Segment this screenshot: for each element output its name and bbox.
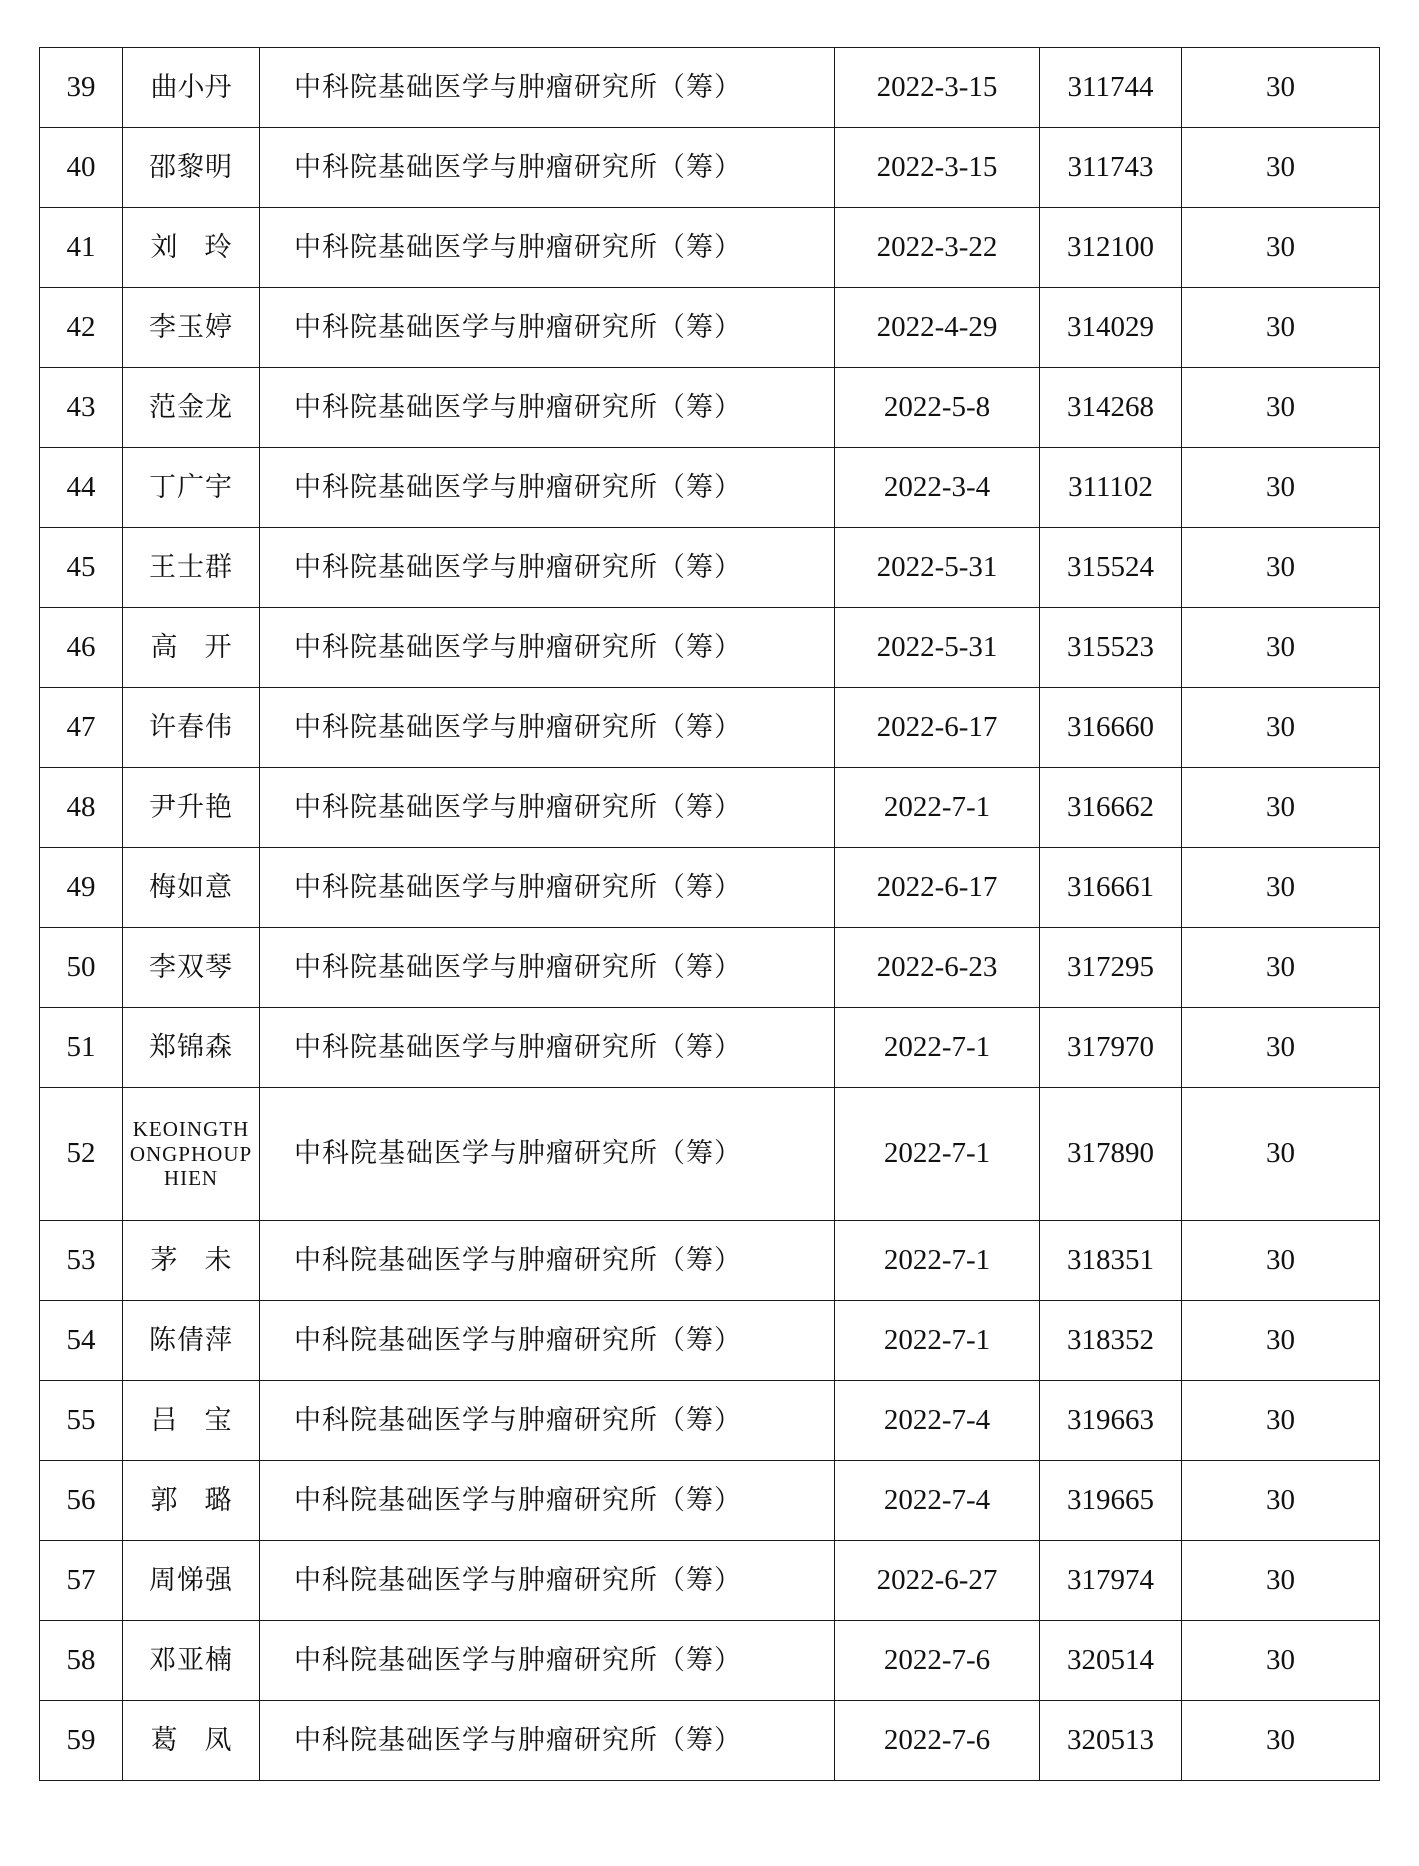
cell-amount: 30 xyxy=(1182,1461,1380,1541)
cell-date: 2022-7-1 xyxy=(835,1088,1040,1221)
document-page xyxy=(39,47,1379,1781)
cell-name: 周悌强 xyxy=(123,1541,260,1621)
table-row xyxy=(40,1461,1380,1541)
cell-number: 46 xyxy=(40,608,123,688)
cell-date: 2022-5-31 xyxy=(835,528,1040,608)
cell-institution: 中科院基础医学与肿瘤研究所（筹） xyxy=(260,1621,835,1701)
table-row xyxy=(40,528,1380,608)
table-row xyxy=(40,688,1380,768)
cell-amount: 30 xyxy=(1182,1701,1380,1781)
cell-amount: 30 xyxy=(1182,1381,1380,1461)
cell-amount: 30 xyxy=(1182,528,1380,608)
cell-amount: 30 xyxy=(1182,1088,1380,1221)
cell-name: 郭 璐 xyxy=(123,1461,260,1541)
cell-amount: 30 xyxy=(1182,848,1380,928)
cell-date: 2022-7-4 xyxy=(835,1381,1040,1461)
cell-code: 320514 xyxy=(1040,1621,1182,1701)
cell-number: 41 xyxy=(40,208,123,288)
cell-date: 2022-5-31 xyxy=(835,608,1040,688)
table-row xyxy=(40,1221,1380,1301)
cell-date: 2022-3-22 xyxy=(835,208,1040,288)
cell-date: 2022-3-15 xyxy=(835,48,1040,128)
table-row xyxy=(40,48,1380,128)
cell-number: 57 xyxy=(40,1541,123,1621)
cell-date: 2022-7-6 xyxy=(835,1701,1040,1781)
cell-institution: 中科院基础医学与肿瘤研究所（筹） xyxy=(260,128,835,208)
cell-name: KEOINGTHONGPHOUPHIEN xyxy=(123,1088,260,1221)
cell-code: 315523 xyxy=(1040,608,1182,688)
cell-date: 2022-6-17 xyxy=(835,848,1040,928)
cell-number: 58 xyxy=(40,1621,123,1701)
cell-amount: 30 xyxy=(1182,1008,1380,1088)
table-row xyxy=(40,608,1380,688)
cell-institution: 中科院基础医学与肿瘤研究所（筹） xyxy=(260,1008,835,1088)
cell-institution: 中科院基础医学与肿瘤研究所（筹） xyxy=(260,1301,835,1381)
cell-name: 许春伟 xyxy=(123,688,260,768)
table-row xyxy=(40,928,1380,1008)
cell-number: 53 xyxy=(40,1221,123,1301)
cell-code: 311743 xyxy=(1040,128,1182,208)
cell-institution: 中科院基础医学与肿瘤研究所（筹） xyxy=(260,48,835,128)
cell-institution: 中科院基础医学与肿瘤研究所（筹） xyxy=(260,368,835,448)
cell-institution: 中科院基础医学与肿瘤研究所（筹） xyxy=(260,1701,835,1781)
cell-code: 311102 xyxy=(1040,448,1182,528)
cell-name: 邵黎明 xyxy=(123,128,260,208)
cell-name: 梅如意 xyxy=(123,848,260,928)
cell-number: 45 xyxy=(40,528,123,608)
cell-date: 2022-7-1 xyxy=(835,768,1040,848)
table-row xyxy=(40,768,1380,848)
cell-amount: 30 xyxy=(1182,1221,1380,1301)
cell-institution: 中科院基础医学与肿瘤研究所（筹） xyxy=(260,1381,835,1461)
cell-amount: 30 xyxy=(1182,608,1380,688)
cell-name: 李双琴 xyxy=(123,928,260,1008)
table-row xyxy=(40,368,1380,448)
cell-amount: 30 xyxy=(1182,1541,1380,1621)
cell-date: 2022-3-15 xyxy=(835,128,1040,208)
registration-table xyxy=(39,47,1380,1781)
table-row xyxy=(40,448,1380,528)
cell-amount: 30 xyxy=(1182,448,1380,528)
cell-date: 2022-7-4 xyxy=(835,1461,1040,1541)
cell-number: 52 xyxy=(40,1088,123,1221)
cell-name: 李玉婷 xyxy=(123,288,260,368)
cell-amount: 30 xyxy=(1182,1621,1380,1701)
cell-name: 王士群 xyxy=(123,528,260,608)
cell-amount: 30 xyxy=(1182,208,1380,288)
cell-number: 42 xyxy=(40,288,123,368)
cell-institution: 中科院基础医学与肿瘤研究所（筹） xyxy=(260,288,835,368)
cell-name: 范金龙 xyxy=(123,368,260,448)
cell-amount: 30 xyxy=(1182,928,1380,1008)
cell-amount: 30 xyxy=(1182,1301,1380,1381)
cell-date: 2022-7-1 xyxy=(835,1301,1040,1381)
cell-code: 317890 xyxy=(1040,1088,1182,1221)
table-row xyxy=(40,128,1380,208)
cell-number: 44 xyxy=(40,448,123,528)
cell-number: 43 xyxy=(40,368,123,448)
cell-amount: 30 xyxy=(1182,768,1380,848)
cell-number: 40 xyxy=(40,128,123,208)
cell-number: 50 xyxy=(40,928,123,1008)
cell-institution: 中科院基础医学与肿瘤研究所（筹） xyxy=(260,848,835,928)
cell-institution: 中科院基础医学与肿瘤研究所（筹） xyxy=(260,1221,835,1301)
cell-number: 55 xyxy=(40,1381,123,1461)
cell-date: 2022-6-17 xyxy=(835,688,1040,768)
cell-institution: 中科院基础医学与肿瘤研究所（筹） xyxy=(260,768,835,848)
cell-amount: 30 xyxy=(1182,288,1380,368)
cell-institution: 中科院基础医学与肿瘤研究所（筹） xyxy=(260,528,835,608)
cell-amount: 30 xyxy=(1182,48,1380,128)
table-body xyxy=(40,48,1380,1781)
table-row xyxy=(40,1301,1380,1381)
table-row xyxy=(40,1621,1380,1701)
cell-date: 2022-7-1 xyxy=(835,1008,1040,1088)
cell-name: 吕 宝 xyxy=(123,1381,260,1461)
cell-name: 刘 玲 xyxy=(123,208,260,288)
table-row xyxy=(40,1381,1380,1461)
table-row xyxy=(40,288,1380,368)
cell-name: 丁广宇 xyxy=(123,448,260,528)
cell-name: 葛 凤 xyxy=(123,1701,260,1781)
cell-date: 2022-7-1 xyxy=(835,1221,1040,1301)
table-row xyxy=(40,1088,1380,1221)
cell-name: 邓亚楠 xyxy=(123,1621,260,1701)
cell-code: 318351 xyxy=(1040,1221,1182,1301)
cell-code: 317295 xyxy=(1040,928,1182,1008)
cell-code: 317970 xyxy=(1040,1008,1182,1088)
cell-code: 319663 xyxy=(1040,1381,1182,1461)
cell-code: 320513 xyxy=(1040,1701,1182,1781)
cell-date: 2022-3-4 xyxy=(835,448,1040,528)
cell-code: 316661 xyxy=(1040,848,1182,928)
cell-code: 312100 xyxy=(1040,208,1182,288)
cell-name: 高 开 xyxy=(123,608,260,688)
cell-name: 茅 未 xyxy=(123,1221,260,1301)
cell-number: 51 xyxy=(40,1008,123,1088)
cell-name: 曲小丹 xyxy=(123,48,260,128)
cell-number: 39 xyxy=(40,48,123,128)
cell-number: 49 xyxy=(40,848,123,928)
cell-date: 2022-4-29 xyxy=(835,288,1040,368)
cell-code: 317974 xyxy=(1040,1541,1182,1621)
table-row xyxy=(40,1541,1380,1621)
cell-name: 郑锦森 xyxy=(123,1008,260,1088)
cell-amount: 30 xyxy=(1182,128,1380,208)
cell-code: 311744 xyxy=(1040,48,1182,128)
cell-code: 319665 xyxy=(1040,1461,1182,1541)
cell-number: 56 xyxy=(40,1461,123,1541)
cell-institution: 中科院基础医学与肿瘤研究所（筹） xyxy=(260,208,835,288)
cell-date: 2022-5-8 xyxy=(835,368,1040,448)
cell-number: 54 xyxy=(40,1301,123,1381)
cell-number: 48 xyxy=(40,768,123,848)
cell-institution: 中科院基础医学与肿瘤研究所（筹） xyxy=(260,448,835,528)
table-row xyxy=(40,1008,1380,1088)
cell-institution: 中科院基础医学与肿瘤研究所（筹） xyxy=(260,1541,835,1621)
cell-name: 尹升艳 xyxy=(123,768,260,848)
table-row xyxy=(40,208,1380,288)
cell-code: 318352 xyxy=(1040,1301,1182,1381)
cell-institution: 中科院基础医学与肿瘤研究所（筹） xyxy=(260,928,835,1008)
cell-institution: 中科院基础医学与肿瘤研究所（筹） xyxy=(260,1088,835,1221)
cell-institution: 中科院基础医学与肿瘤研究所（筹） xyxy=(260,1461,835,1541)
cell-code: 314268 xyxy=(1040,368,1182,448)
cell-amount: 30 xyxy=(1182,688,1380,768)
cell-code: 315524 xyxy=(1040,528,1182,608)
cell-number: 47 xyxy=(40,688,123,768)
cell-amount: 30 xyxy=(1182,368,1380,448)
table-row xyxy=(40,848,1380,928)
cell-institution: 中科院基础医学与肿瘤研究所（筹） xyxy=(260,688,835,768)
cell-date: 2022-7-6 xyxy=(835,1621,1040,1701)
cell-date: 2022-6-27 xyxy=(835,1541,1040,1621)
cell-name: 陈倩萍 xyxy=(123,1301,260,1381)
table-row xyxy=(40,1701,1380,1781)
cell-code: 314029 xyxy=(1040,288,1182,368)
cell-code: 316660 xyxy=(1040,688,1182,768)
cell-code: 316662 xyxy=(1040,768,1182,848)
cell-institution: 中科院基础医学与肿瘤研究所（筹） xyxy=(260,608,835,688)
cell-number: 59 xyxy=(40,1701,123,1781)
cell-date: 2022-6-23 xyxy=(835,928,1040,1008)
